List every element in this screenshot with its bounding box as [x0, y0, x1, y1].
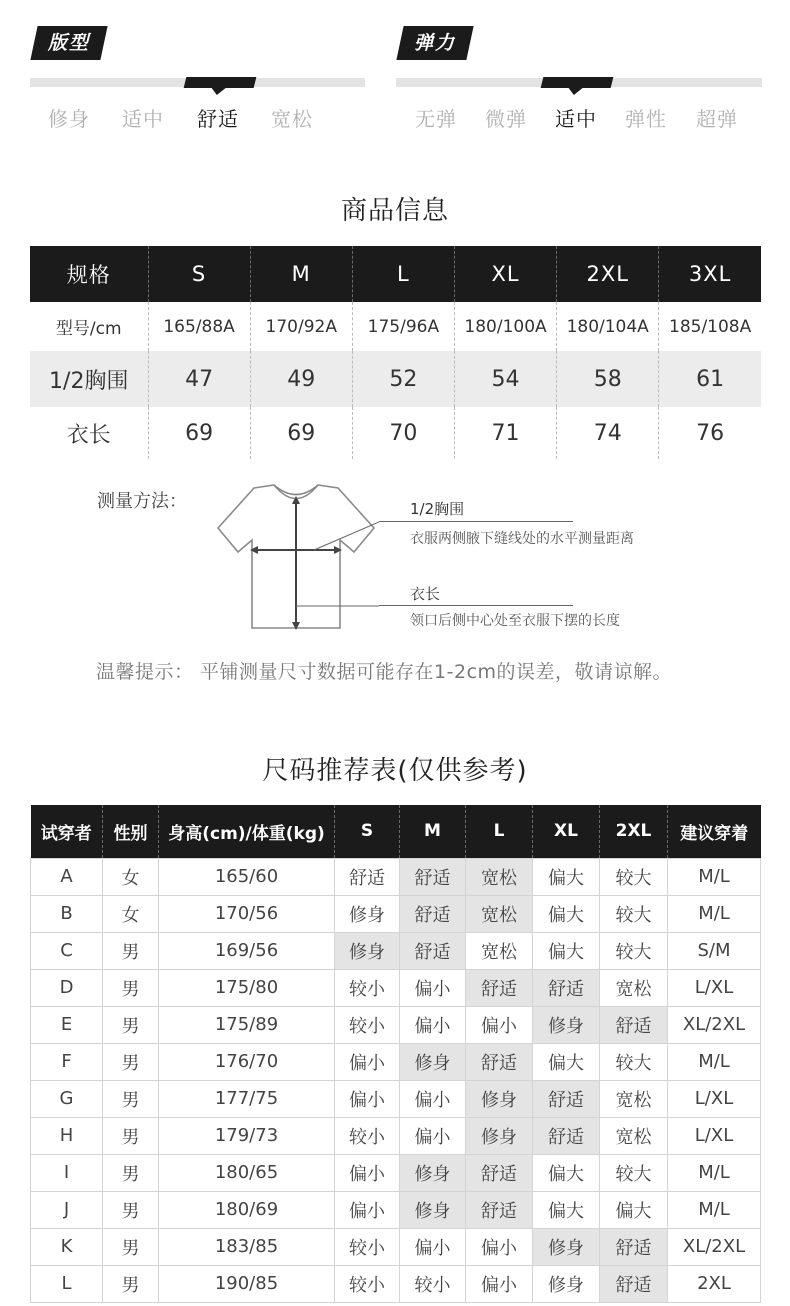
height-weight-cell: 170/56	[159, 895, 335, 932]
height-weight-cell: 177/75	[159, 1080, 335, 1117]
suggested-size-cell: XL/2XL	[668, 1228, 761, 1265]
header-cell: 身高(cm)/体重(kg)	[159, 805, 335, 858]
header-cell: S	[148, 246, 250, 302]
size-xl-cell: 修身	[533, 1006, 600, 1043]
table-cell: 185/108A	[659, 302, 761, 351]
header-cell: M	[250, 246, 352, 302]
height-weight-cell: 175/89	[159, 1006, 335, 1043]
gender-cell: 女	[103, 858, 159, 895]
table-cell: 165/88A	[148, 302, 250, 351]
header-cell: 建议穿着	[668, 805, 761, 858]
measure-method-label: 测量方法：	[97, 491, 187, 512]
stretch-scale-title: 弹力	[396, 26, 473, 60]
size-2xl-cell: 较大	[600, 1154, 668, 1191]
suggested-size-cell: 2XL	[668, 1265, 761, 1302]
recommendation-table	[30, 805, 761, 1303]
header-cell: XL	[533, 805, 600, 858]
size-2xl-cell: 宽松	[600, 969, 668, 1006]
gender-cell: 男	[103, 1043, 159, 1080]
size-2xl-cell: 宽松	[600, 1080, 668, 1117]
tshirt-diagram	[214, 482, 379, 634]
tester-cell: G	[31, 1080, 103, 1117]
table-row	[31, 895, 761, 932]
size-s-cell: 修身	[335, 895, 400, 932]
suggested-size-cell: M/L	[668, 895, 761, 932]
height-weight-cell: 183/85	[159, 1228, 335, 1265]
size-l-cell: 修身	[466, 1117, 533, 1154]
header-cell: L	[352, 246, 454, 302]
gender-cell: 女	[103, 895, 159, 932]
header-cell: L	[466, 805, 533, 858]
table-row	[31, 932, 761, 969]
size-l-cell: 宽松	[466, 858, 533, 895]
header-cell: S	[335, 805, 400, 858]
tester-cell: F	[31, 1043, 103, 1080]
size-m-cell: 偏小	[400, 1080, 466, 1117]
size-xl-cell: 偏大	[533, 1191, 600, 1228]
table-row	[31, 1117, 761, 1154]
height-weight-cell: 190/85	[159, 1265, 335, 1302]
table-cell: 76	[659, 407, 761, 459]
fit-option: 宽松	[271, 107, 313, 131]
measurement-tip: 温馨提示： 平铺测量尺寸数据可能存在1-2cm的误差，敬请谅解。	[96, 661, 673, 683]
size-2xl-cell: 宽松	[600, 1117, 668, 1154]
size-l-cell: 修身	[466, 1080, 533, 1117]
fit-scale-title: 版型	[30, 26, 107, 60]
tester-cell: J	[31, 1191, 103, 1228]
table-cell: 70	[352, 407, 454, 459]
size-2xl-cell: 较大	[600, 858, 668, 895]
size-m-cell: 舒适	[400, 858, 466, 895]
gender-cell: 男	[103, 1006, 159, 1043]
size-s-cell: 偏小	[335, 1154, 400, 1191]
size-xl-cell: 修身	[533, 1265, 600, 1302]
size-s-cell: 较小	[335, 1228, 400, 1265]
table-cell: 69	[250, 407, 352, 459]
tester-cell: H	[31, 1117, 103, 1154]
table-row	[31, 858, 761, 895]
header-cell: 性别	[103, 805, 159, 858]
chest-callout-title: 1/2胸围	[410, 500, 465, 518]
table-cell: 170/92A	[250, 302, 352, 351]
fit-scale-marker	[184, 77, 257, 88]
size-s-cell: 较小	[335, 969, 400, 1006]
table-header-row	[30, 246, 761, 302]
table-header-row	[31, 805, 761, 858]
table-row	[31, 969, 761, 1006]
size-l-cell: 舒适	[466, 1191, 533, 1228]
fit-option-selected: 舒适	[197, 107, 239, 131]
suggested-size-cell: M/L	[668, 1043, 761, 1080]
suggested-size-cell: M/L	[668, 1154, 761, 1191]
gender-cell: 男	[103, 969, 159, 1006]
gender-cell: 男	[103, 1228, 159, 1265]
header-cell: 2XL	[557, 246, 659, 302]
table-cell: 54	[454, 351, 556, 407]
size-m-cell: 修身	[400, 1154, 466, 1191]
stretch-scale-labels	[396, 103, 762, 129]
gender-cell: 男	[103, 1191, 159, 1228]
table-row	[31, 1080, 761, 1117]
gender-cell: 男	[103, 932, 159, 969]
height-weight-cell: 180/65	[159, 1154, 335, 1191]
stretch-option: 无弹	[415, 107, 457, 131]
table-row	[30, 407, 761, 459]
length-callout-underline	[379, 605, 573, 606]
fit-scale-labels	[30, 103, 365, 129]
tester-cell: L	[31, 1265, 103, 1302]
stretch-scale	[396, 0, 762, 140]
size-xl-cell: 偏大	[533, 1043, 600, 1080]
stretch-scale-marker	[541, 77, 614, 88]
header-cell: 3XL	[659, 246, 761, 302]
chest-callout-desc: 衣服两侧腋下缝线处的水平测量距离	[410, 531, 634, 547]
header-cell: 规格	[30, 246, 148, 302]
table-cell: 52	[352, 351, 454, 407]
gender-cell: 男	[103, 1154, 159, 1191]
size-m-cell: 舒适	[400, 895, 466, 932]
table-cell: 180/100A	[454, 302, 556, 351]
size-2xl-cell: 较大	[600, 895, 668, 932]
suggested-size-cell: L/XL	[668, 1117, 761, 1154]
size-l-cell: 宽松	[466, 895, 533, 932]
size-l-cell: 舒适	[466, 969, 533, 1006]
header-cell: 2XL	[600, 805, 668, 858]
size-2xl-cell: 舒适	[600, 1006, 668, 1043]
size-2xl-cell: 偏大	[600, 1191, 668, 1228]
table-cell: 180/104A	[557, 302, 659, 351]
size-m-cell: 修身	[400, 1043, 466, 1080]
size-2xl-cell: 舒适	[600, 1228, 668, 1265]
size-m-cell: 偏小	[400, 1117, 466, 1154]
size-2xl-cell: 较大	[600, 1043, 668, 1080]
size-2xl-cell: 较大	[600, 932, 668, 969]
size-s-cell: 修身	[335, 932, 400, 969]
height-weight-cell: 176/70	[159, 1043, 335, 1080]
header-cell: M	[400, 805, 466, 858]
stretch-option-selected: 适中	[555, 107, 597, 131]
chest-callout-underline	[379, 521, 573, 522]
tester-cell: A	[31, 858, 103, 895]
recommendation-body	[31, 858, 761, 1302]
gender-cell: 男	[103, 1080, 159, 1117]
table-cell: 69	[148, 407, 250, 459]
size-l-cell: 偏小	[466, 1006, 533, 1043]
tester-cell: C	[31, 932, 103, 969]
size-s-cell: 较小	[335, 1006, 400, 1043]
recommendation-title: 尺码推荐表(仅供参考)	[262, 756, 528, 786]
table-cell: 175/96A	[352, 302, 454, 351]
size-2xl-cell: 舒适	[600, 1265, 668, 1302]
stretch-option: 微弹	[485, 107, 527, 131]
size-l-cell: 宽松	[466, 932, 533, 969]
suggested-size-cell: L/XL	[668, 1080, 761, 1117]
suggested-size-cell: S/M	[668, 932, 761, 969]
size-xl-cell: 舒适	[533, 1080, 600, 1117]
length-callout-title: 衣长	[410, 585, 441, 603]
tester-cell: B	[31, 895, 103, 932]
size-xl-cell: 舒适	[533, 1117, 600, 1154]
size-s-cell: 偏小	[335, 1080, 400, 1117]
fit-option: 适中	[122, 107, 164, 131]
size-s-cell: 偏小	[335, 1043, 400, 1080]
suggested-size-cell: M/L	[668, 858, 761, 895]
table-cell: 47	[148, 351, 250, 407]
size-s-cell: 舒适	[335, 858, 400, 895]
size-m-cell: 修身	[400, 1191, 466, 1228]
product-info-title: 商品信息	[340, 196, 449, 226]
size-s-cell: 较小	[335, 1265, 400, 1302]
table-cell: 71	[454, 407, 556, 459]
suggested-size-cell: XL/2XL	[668, 1006, 761, 1043]
size-xl-cell: 舒适	[533, 969, 600, 1006]
size-m-cell: 偏小	[400, 1228, 466, 1265]
row-header: 衣长	[66, 422, 111, 448]
size-xl-cell: 偏大	[533, 858, 600, 895]
suggested-size-cell: M/L	[668, 1191, 761, 1228]
size-l-cell: 舒适	[466, 1043, 533, 1080]
tester-cell: E	[31, 1006, 103, 1043]
size-s-cell: 偏小	[335, 1191, 400, 1228]
height-weight-cell: 165/60	[159, 858, 335, 895]
table-cell: 74	[557, 407, 659, 459]
tester-cell: I	[31, 1154, 103, 1191]
table-cell: 49	[250, 351, 352, 407]
size-xl-cell: 偏大	[533, 932, 600, 969]
height-weight-cell: 175/80	[159, 969, 335, 1006]
table-cell: 58	[557, 351, 659, 407]
table-cell: 61	[659, 351, 761, 407]
size-l-cell: 偏小	[466, 1265, 533, 1302]
tester-cell: D	[31, 969, 103, 1006]
size-l-cell: 偏小	[466, 1228, 533, 1265]
tester-cell: K	[31, 1228, 103, 1265]
size-m-cell: 偏小	[400, 1006, 466, 1043]
row-header: 型号/cm	[55, 319, 122, 339]
header-cell: 试穿者	[31, 805, 103, 858]
fit-option: 修身	[48, 107, 90, 131]
gender-cell: 男	[103, 1265, 159, 1302]
size-xl-cell: 偏大	[533, 1154, 600, 1191]
table-row	[30, 302, 761, 351]
header-cell: XL	[454, 246, 556, 302]
table-row	[31, 1265, 761, 1302]
size-l-cell: 舒适	[466, 1154, 533, 1191]
length-callout-desc: 领口后侧中心处至衣服下摆的长度	[410, 613, 620, 629]
table-row	[31, 1006, 761, 1043]
table-row	[31, 1191, 761, 1228]
table-row	[30, 351, 761, 407]
table-row	[31, 1228, 761, 1265]
suggested-size-cell: L/XL	[668, 969, 761, 1006]
size-m-cell: 较小	[400, 1265, 466, 1302]
fit-scale	[30, 0, 365, 140]
gender-cell: 男	[103, 1117, 159, 1154]
table-row	[31, 1043, 761, 1080]
row-header: 1/2胸围	[30, 351, 148, 407]
product-info-table	[30, 246, 761, 459]
size-xl-cell: 修身	[533, 1228, 600, 1265]
size-xl-cell: 偏大	[533, 895, 600, 932]
stretch-option: 超弹	[696, 107, 738, 131]
size-s-cell: 较小	[335, 1117, 400, 1154]
size-m-cell: 偏小	[400, 969, 466, 1006]
stretch-option: 弹性	[625, 107, 667, 131]
height-weight-cell: 180/69	[159, 1191, 335, 1228]
table-row	[31, 1154, 761, 1191]
height-weight-cell: 169/56	[159, 932, 335, 969]
height-weight-cell: 179/73	[159, 1117, 335, 1154]
size-m-cell: 舒适	[400, 932, 466, 969]
